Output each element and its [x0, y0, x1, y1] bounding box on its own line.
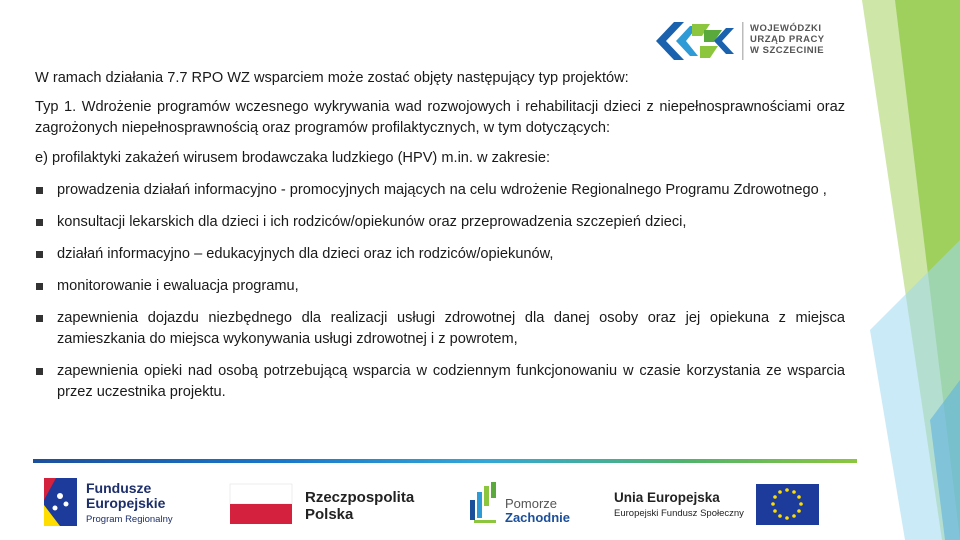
fe-line-1: Fundusze — [86, 480, 152, 496]
fundusze-europejskie-logo-text — [86, 481, 165, 511]
poland-flag-icon — [230, 484, 292, 524]
fe-subtitle: Program Regionalny — [86, 514, 173, 525]
rp-line-2: Polska — [305, 506, 354, 523]
pz-line-2: Zachodnie — [505, 510, 571, 525]
unia-europejska-title: Unia Europejska — [614, 490, 720, 505]
efs-subtitle: Europejski Fundusz Społeczny — [614, 508, 744, 519]
pomorze-zachodnie-logo-text — [505, 497, 570, 525]
square-bullet-icon — [36, 283, 43, 290]
footer-divider — [33, 459, 857, 463]
intro-text: W ramach działania 7.7 RPO WZ wsparciem może zostać objęty następujący typ projektów: — [35, 70, 629, 86]
square-bullet-icon — [36, 368, 43, 375]
logo-line-3: W SZCZECINIE — [750, 45, 825, 56]
square-bullet-icon — [36, 219, 43, 226]
list-item — [35, 212, 845, 233]
list-item-text: zapewnienia opieki nad osobą potrzebującą wsparcia w codziennym funkcjonowaniu w czasie korzystania ze wsparcia przez uczestnika projektu. — [57, 363, 845, 400]
list-item — [35, 361, 845, 403]
pomorze-zachodnie-icon — [470, 482, 496, 523]
list-item-text: zapewnienia dojazdu niezbędnego dla realizacji usługi zdrowotnej dla danej osoby oraz jej opiekuna z miejsca zamieszkania do miejsca wykonywania usługi zdrowotnej i z powrotem, — [57, 310, 845, 347]
list-item — [35, 276, 845, 297]
rzeczpospolita-logo-text — [305, 489, 414, 523]
list-item-text: monitorowanie i ewaluacja programu, — [57, 278, 299, 294]
fe-line-2: Europejskie — [86, 495, 166, 511]
list-item — [35, 180, 845, 201]
main-content — [35, 68, 845, 414]
square-bullet-icon — [36, 251, 43, 258]
eu-flag-icon — [756, 484, 819, 525]
square-bullet-icon — [36, 187, 43, 194]
project-type-text: Typ 1. Wdrożenie programów wczesnego wykrywania wad rozwojowych i rehabilitacji dzieci z niepełnosprawnościami oraz zagrożonych niepełnosprawnością oraz programów profilaktycznych, w tym dotyczących: — [35, 99, 845, 136]
logo-line-2: URZĄD PRACY — [750, 34, 825, 45]
list-item-text: konsultacji lekarskich dla dzieci i ich rodziców/opiekunów oraz przeprowadzenia szczepień dzieci, — [57, 214, 687, 230]
logo-line-1: WOJEWÓDZKI — [750, 23, 822, 34]
subheading-text: e) profilaktyki zakażeń wirusem brodawczaka ludzkiego (HPV) m.in. w zakresie: — [35, 150, 551, 166]
fundusze-europejskie-icon — [44, 478, 77, 526]
bullet-list — [35, 180, 845, 403]
wup-logo-text — [750, 23, 825, 56]
list-item-text: prowadzenia działań informacyjno - promocyjnych mających na celu wdrożenie Regionalnego Programu Zdrowotnego , — [57, 182, 827, 198]
square-bullet-icon — [36, 315, 43, 322]
rp-line-1: Rzeczpospolita — [305, 489, 415, 506]
list-item — [35, 308, 845, 350]
list-item — [35, 244, 845, 265]
pz-line-1: Pomorze — [505, 496, 558, 511]
list-item-text: działań informacyjno – edukacyjnych dla dzieci oraz ich rodziców/opiekunów, — [57, 246, 554, 262]
